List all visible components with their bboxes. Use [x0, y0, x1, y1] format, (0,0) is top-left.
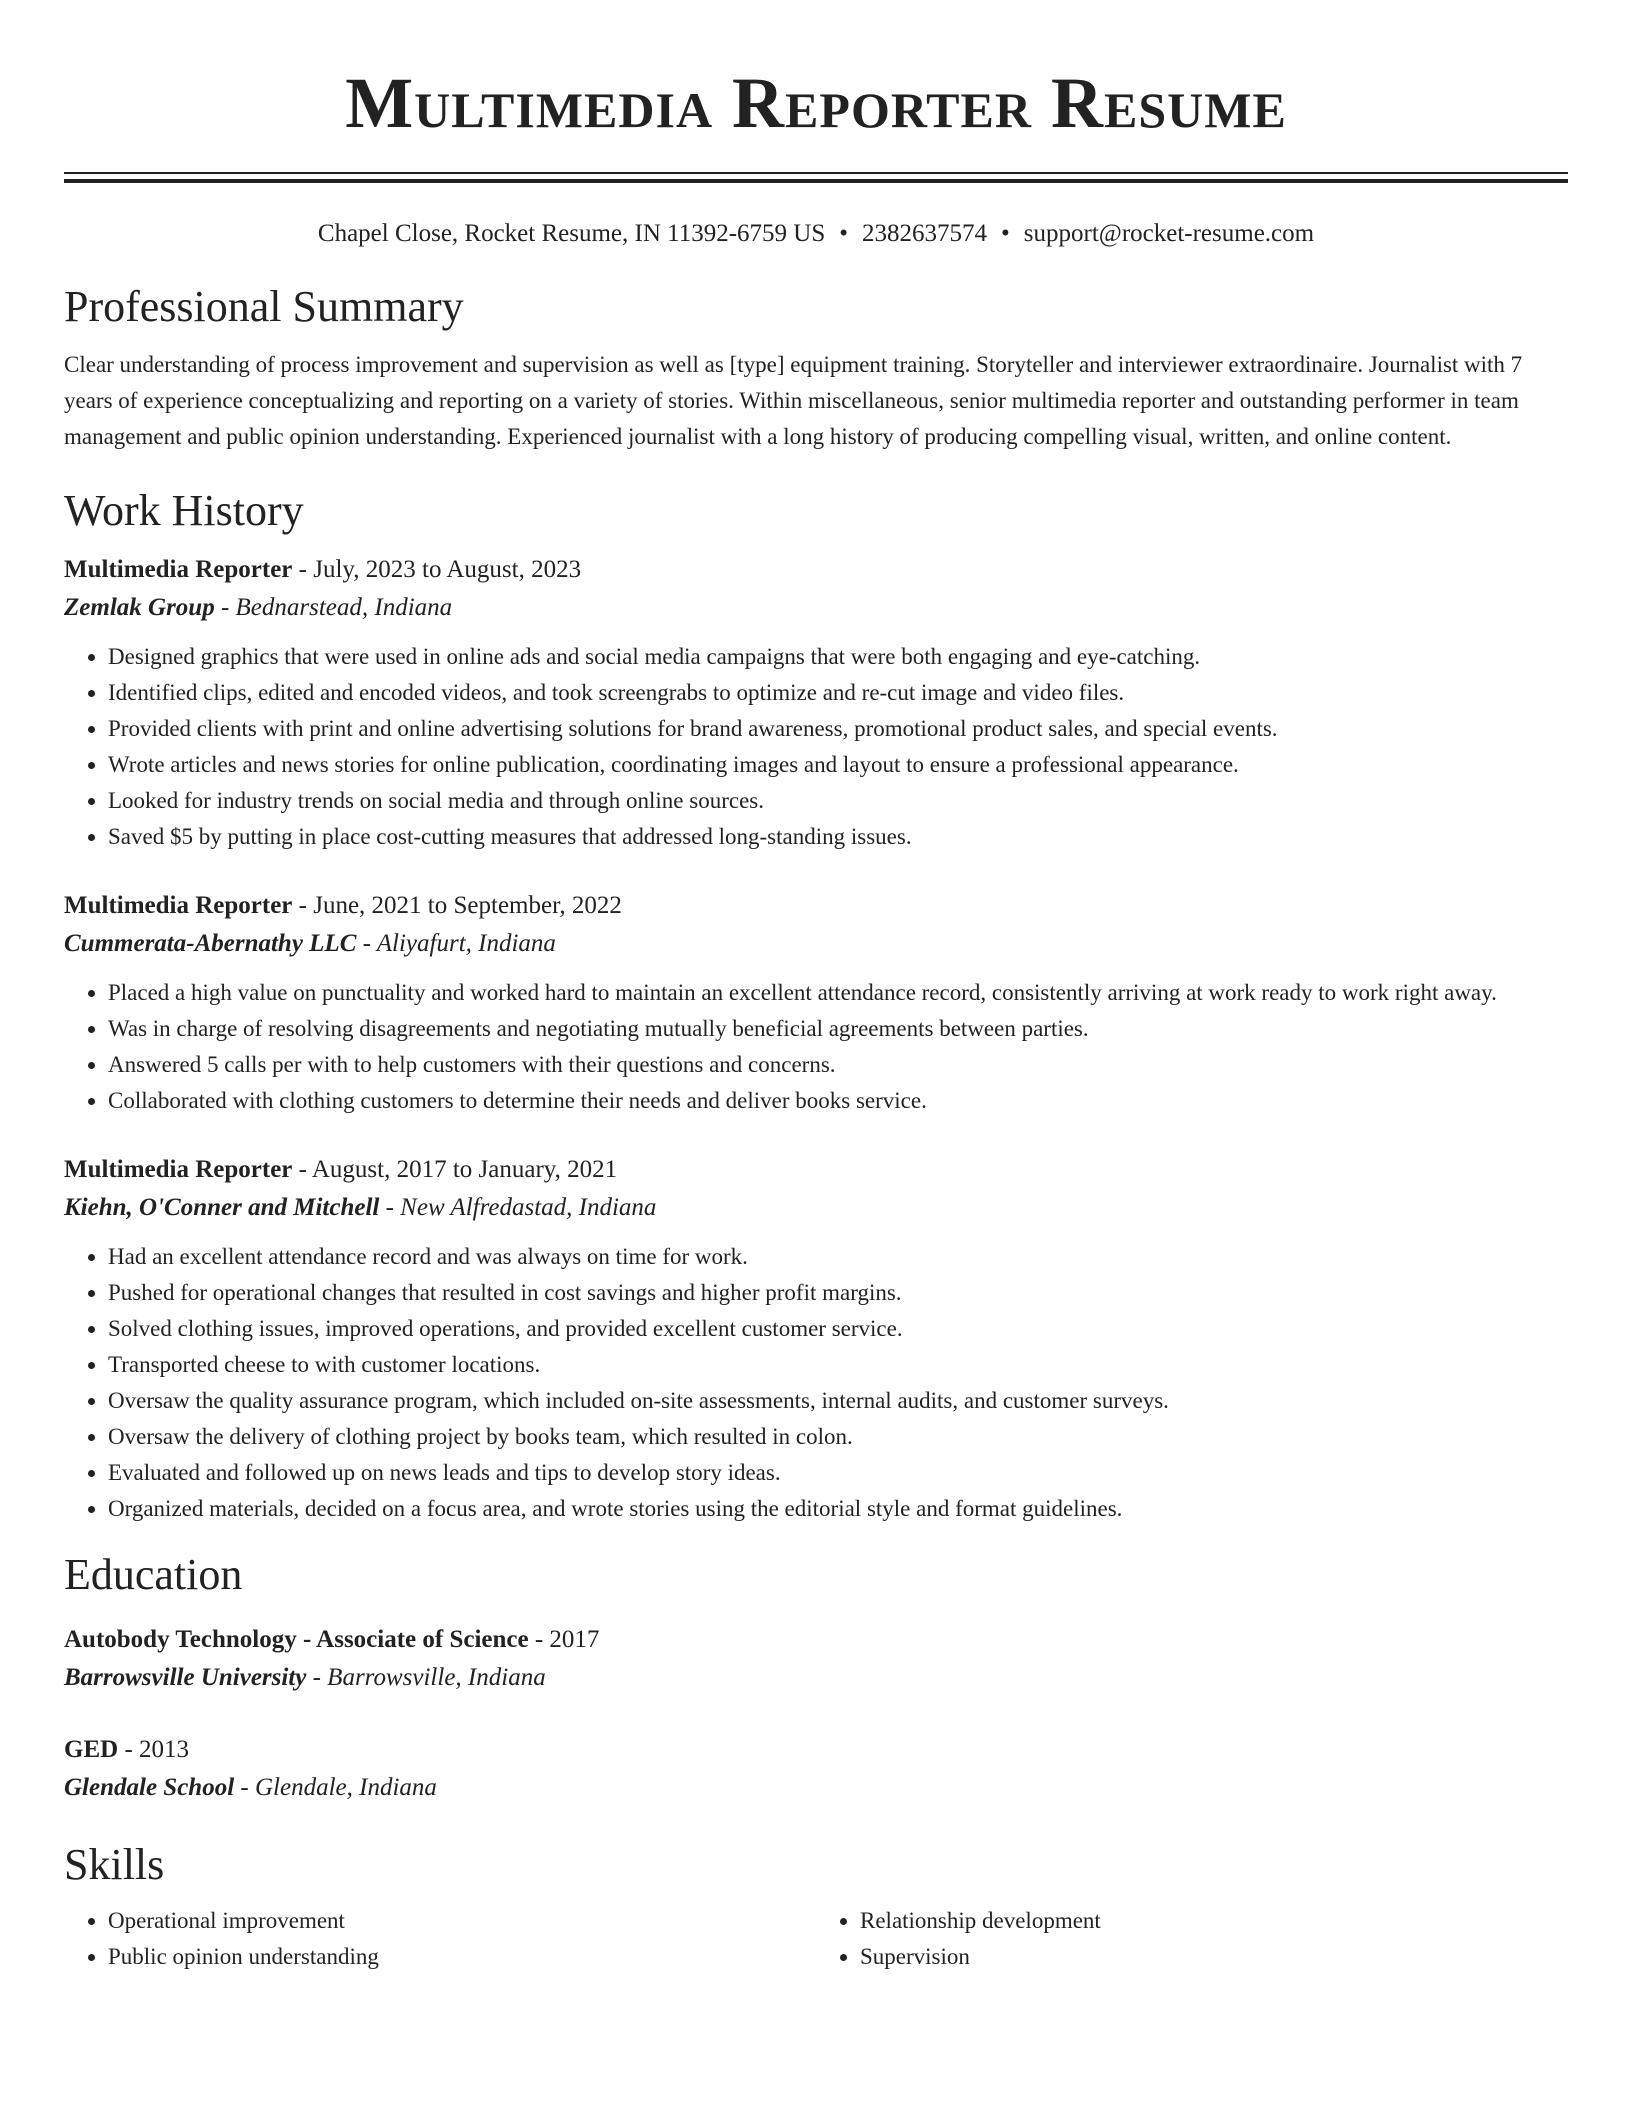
list-item: • Provided clients with print and online advertising solutions for brand awareness, promotional product sales, and special events. [108, 711, 1568, 747]
list-item: • Identified clips, edited and encoded videos, and took screengrabs to optimize and re-cut image and video files. [108, 675, 1568, 711]
list-item: • Oversaw the quality assurance program, which included on-site assessments, internal audits, and customer surveys. [108, 1383, 1568, 1419]
job-title-line [64, 1151, 1568, 1189]
contact-line [64, 217, 1568, 251]
skill-item: • Public opinion understanding [108, 1939, 816, 1975]
school-location: - Barrowsville, Indiana [306, 1664, 546, 1691]
skill-item: • Operational improvement [108, 1903, 816, 1939]
contact-separator: • [1001, 220, 1010, 247]
work-history-heading: Work History [64, 486, 304, 535]
job-entry [64, 1151, 1568, 1527]
list-item: • Saved $5 by putting in place cost-cutting measures that addressed long-standing issues. [108, 819, 1568, 855]
job-dates: - July, 2023 to August, 2023 [292, 556, 582, 583]
school-line [64, 1769, 1568, 1807]
job-company-line [64, 1189, 1568, 1227]
job-location: - New Alfredastad, Indiana [379, 1194, 657, 1221]
degree-line [64, 1731, 1568, 1769]
job-company: Cummerata-Abernathy LLC [64, 930, 357, 957]
list-item: • Pushed for operational changes that resulted in cost savings and higher profit margins. [108, 1275, 1568, 1311]
list-item: • Placed a high value on punctuality and worked hard to maintain an excellent attendance record, consistently arriving at work ready to work right away. [108, 975, 1568, 1011]
job-dates: - August, 2017 to January, 2021 [292, 1156, 618, 1183]
job-location: - Aliyafurt, Indiana [356, 930, 556, 957]
contact-separator: • [839, 220, 849, 247]
job-company: Zemlak Group [64, 594, 215, 621]
rule-thick [64, 179, 1568, 183]
school-name: Glendale School [64, 1774, 235, 1801]
list-item: • Solved clothing issues, improved operations, and provided excellent customer service. [108, 1311, 1568, 1347]
list-item: • Was in charge of resolving disagreements and negotiating mutually beneficial agreements between parties. [108, 1011, 1568, 1047]
list-item: • Had an excellent attendance record and was always on time for work. [108, 1239, 1568, 1275]
job-bullets [64, 639, 1568, 855]
job-entry [64, 887, 1568, 1119]
job-bullets [64, 975, 1568, 1119]
degree: GED [64, 1736, 119, 1763]
school-line [64, 1659, 1568, 1697]
list-item: • Wrote articles and news stories for online publication, coordinating images and layout to ensure a professional appearance. [108, 747, 1568, 783]
job-title: Multimedia Reporter [64, 1156, 293, 1183]
skill-item: • Relationship development [860, 1903, 1568, 1939]
job-title: Multimedia Reporter [64, 556, 293, 583]
list-item: • Collaborated with clothing customers to determine their needs and deliver books service. [108, 1083, 1568, 1119]
education-entry [64, 1731, 1568, 1807]
school-name: Barrowsville University [64, 1664, 307, 1691]
list-item: • Evaluated and followed up on news leads and tips to develop story ideas. [108, 1455, 1568, 1491]
school-location: - Glendale, Indiana [234, 1774, 437, 1801]
list-item: • Transported cheese to with customer locations. [108, 1347, 1568, 1383]
education-heading: Education [64, 1550, 243, 1599]
job-title: Multimedia Reporter [64, 892, 293, 919]
list-item: • Designed graphics that were used in online ads and social media campaigns that were both engaging and eye-catching. [108, 639, 1568, 675]
contact-email[interactable]: support@rocket-resume.com [1023, 220, 1315, 247]
job-title-line [64, 887, 1568, 925]
skill-item: • Supervision [860, 1939, 1568, 1975]
degree: Autobody Technology - Associate of Science [64, 1626, 529, 1653]
summary-heading: Professional Summary [64, 282, 464, 331]
title-double-rule [64, 172, 1568, 183]
job-company: Kiehn, O'Conner and Mitchell [64, 1194, 380, 1221]
job-company-line [64, 589, 1568, 627]
list-item: • Looked for industry trends on social media and through online sources. [108, 783, 1568, 819]
degree-year: - 2013 [118, 1736, 190, 1763]
job-title-line [64, 551, 1568, 589]
job-company-line [64, 925, 1568, 963]
job-bullets [64, 1239, 1568, 1527]
contact-address: Chapel Close, Rocket Resume, IN 11392-6759 US [317, 220, 826, 247]
job-entry [64, 551, 1568, 855]
resume-title: Multimedia Reporter Resume [345, 63, 1287, 143]
skills-list [64, 1903, 1568, 1975]
list-item: • Oversaw the delivery of clothing project by books team, which resulted in colon. [108, 1419, 1568, 1455]
skills-heading: Skills [64, 1840, 165, 1889]
skills-column-right [816, 1903, 1568, 1975]
job-location: - Bednarstead, Indiana [214, 594, 453, 621]
contact-phone: 2382637574 [862, 220, 988, 247]
summary-text: Clear understanding of process improvement and supervision as well as [type] equipment training. Storyteller and interviewer extraordinaire. Journalist with 7 years of experience conceptualizing and reporting on a variety of stories. Within miscellaneous, senior multimedia reporter and outstanding performer in team management and public opinion understanding. Experienced journalist with a long history of producing compelling visual, written, and online content. [64, 352, 1523, 449]
degree-year: - 2017 [528, 1626, 600, 1653]
list-item: • Answered 5 calls per with to help customers with their questions and concerns. [108, 1047, 1568, 1083]
job-dates: - June, 2021 to September, 2022 [292, 892, 622, 919]
skills-column-left [64, 1903, 816, 1975]
list-item: • Organized materials, decided on a focus area, and wrote stories using the editorial style and format guidelines. [108, 1491, 1568, 1527]
education-entry [64, 1621, 1568, 1697]
degree-line [64, 1621, 1568, 1659]
